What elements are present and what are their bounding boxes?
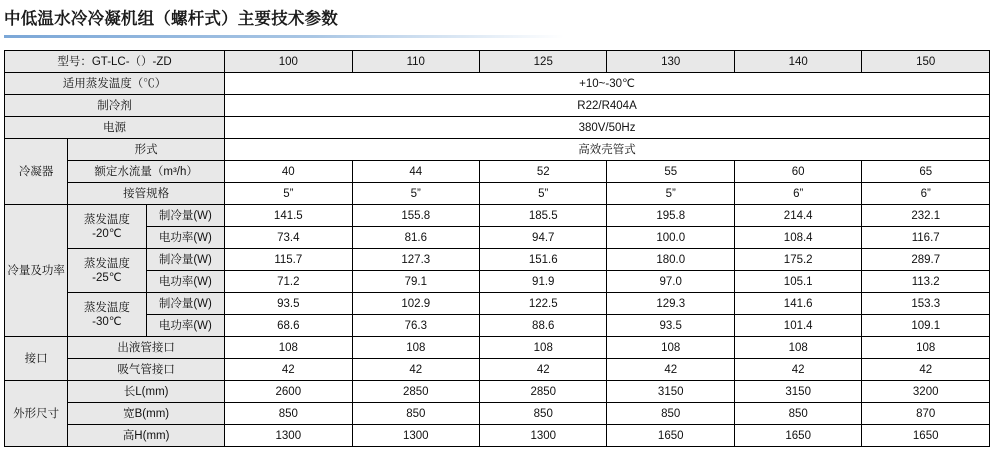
cell-liquid-outlet-140: 108	[734, 337, 861, 359]
cell-pow-m25-150: 113.2	[862, 271, 990, 293]
cell-water-flow-150: 65	[862, 161, 990, 183]
cell-cap-m30-130: 129.3	[607, 293, 734, 315]
cell-pow-m30-100: 68.6	[225, 315, 352, 337]
row-label-suction-port: 吸气管接口	[68, 359, 225, 381]
cell-liquid-outlet-100: 108	[225, 337, 352, 359]
cell-width-130: 850	[607, 403, 734, 425]
cell-suction-port-110: 42	[352, 359, 479, 381]
cell-suction-port-100: 42	[225, 359, 352, 381]
table-row	[5, 271, 990, 293]
temp-label-minus20-line2: -20℃	[92, 227, 122, 240]
cell-water-flow-100: 40	[225, 161, 352, 183]
cell-cap-m20-140: 214.4	[734, 205, 861, 227]
cell-width-110: 850	[352, 403, 479, 425]
cell-cap-m20-125: 185.5	[480, 205, 607, 227]
cell-pow-m30-125: 88.6	[480, 315, 607, 337]
spec-table	[4, 50, 990, 447]
cell-suction-port-150: 42	[862, 359, 990, 381]
model-column-125: 125	[480, 51, 607, 73]
cell-water-flow-110: 44	[352, 161, 479, 183]
cell-cap-m30-100: 93.5	[225, 293, 352, 315]
model-column-150: 150	[862, 51, 990, 73]
cell-cap-m30-125: 122.5	[480, 293, 607, 315]
cell-length-125: 2850	[480, 381, 607, 403]
cell-pipe-spec-125: 5”	[480, 183, 607, 205]
table-header-row	[5, 51, 990, 73]
row-label-refrigerant: 制冷剂	[5, 95, 225, 117]
temp-label-minus20	[68, 205, 146, 249]
row-label-power-supply: 电源	[5, 117, 225, 139]
row-label-condenser-form: 形式	[68, 139, 225, 161]
table-row	[5, 249, 990, 271]
table-row	[5, 139, 990, 161]
group-label-dimensions: 外形尺寸	[5, 381, 68, 447]
table-row	[5, 337, 990, 359]
row-label-cooling-capacity-minus20: 制冷量(W)	[146, 205, 224, 227]
cell-liquid-outlet-125: 108	[480, 337, 607, 359]
table-row	[5, 293, 990, 315]
table-row	[5, 205, 990, 227]
group-label-interface: 接口	[5, 337, 68, 381]
cell-cap-m25-110: 127.3	[352, 249, 479, 271]
cell-length-140: 3150	[734, 381, 861, 403]
table-row	[5, 95, 990, 117]
row-label-power-minus20: 电功率(W)	[146, 227, 224, 249]
cell-pow-m30-140: 101.4	[734, 315, 861, 337]
cell-pow-m30-150: 109.1	[862, 315, 990, 337]
temp-label-minus25	[68, 249, 146, 293]
cell-pow-m20-140: 108.4	[734, 227, 861, 249]
cell-cap-m30-110: 102.9	[352, 293, 479, 315]
cell-suction-port-125: 42	[480, 359, 607, 381]
temp-label-minus25-line1: 蒸发温度	[83, 257, 130, 270]
row-label-evap-temp-range: 适用蒸发温度（℃）	[5, 73, 225, 95]
cell-cap-m25-150: 289.7	[862, 249, 990, 271]
table-row	[5, 183, 990, 205]
cell-suction-port-140: 42	[734, 359, 861, 381]
cell-width-100: 850	[225, 403, 352, 425]
row-label-cooling-capacity-minus25: 制冷量(W)	[146, 249, 224, 271]
temp-label-minus30-line1: 蒸发温度	[83, 301, 130, 314]
model-column-130: 130	[607, 51, 734, 73]
cell-pow-m25-110: 79.1	[352, 271, 479, 293]
row-value-evap-temp-range: +10~-30℃	[225, 73, 990, 95]
row-value-condenser-form: 高效壳管式	[225, 139, 990, 161]
cell-liquid-outlet-130: 108	[607, 337, 734, 359]
cell-height-100: 1300	[225, 425, 352, 447]
temp-label-minus30	[68, 293, 146, 337]
table-row	[5, 227, 990, 249]
cell-suction-port-130: 42	[607, 359, 734, 381]
cell-pow-m20-130: 100.0	[607, 227, 734, 249]
cell-length-130: 3150	[607, 381, 734, 403]
table-row	[5, 425, 990, 447]
cell-pow-m30-110: 76.3	[352, 315, 479, 337]
table-row	[5, 403, 990, 425]
row-label-height: 高H(mm)	[68, 425, 225, 447]
cell-cap-m20-100: 141.5	[225, 205, 352, 227]
cell-water-flow-140: 60	[734, 161, 861, 183]
cell-pow-m20-125: 94.7	[480, 227, 607, 249]
cell-cap-m20-130: 195.8	[607, 205, 734, 227]
model-column-140: 140	[734, 51, 861, 73]
table-row	[5, 359, 990, 381]
cell-cap-m25-130: 180.0	[607, 249, 734, 271]
cell-cap-m25-140: 175.2	[734, 249, 861, 271]
cell-cap-m25-100: 115.7	[225, 249, 352, 271]
cell-length-100: 2600	[225, 381, 352, 403]
cell-length-110: 2850	[352, 381, 479, 403]
page-title: 中低温水冷冷凝机组（螺杆式）主要技术参数	[4, 10, 338, 28]
cell-pipe-spec-150: 6”	[862, 183, 990, 205]
title-divider	[4, 35, 564, 38]
cell-pipe-spec-140: 6”	[734, 183, 861, 205]
cell-height-140: 1650	[734, 425, 861, 447]
cell-width-150: 870	[862, 403, 990, 425]
cell-height-110: 1300	[352, 425, 479, 447]
cell-pipe-spec-130: 5”	[607, 183, 734, 205]
group-label-condenser: 冷凝器	[5, 139, 68, 205]
cell-cap-m20-150: 232.1	[862, 205, 990, 227]
cell-cap-m25-125: 151.6	[480, 249, 607, 271]
row-label-power-minus25: 电功率(W)	[146, 271, 224, 293]
cell-length-150: 3200	[862, 381, 990, 403]
row-label-length: 长L(mm)	[68, 381, 225, 403]
cell-pow-m25-130: 97.0	[607, 271, 734, 293]
row-label-cooling-capacity-minus30: 制冷量(W)	[146, 293, 224, 315]
group-label-capacity-line1: 冷量及功率	[7, 264, 65, 277]
cell-pow-m30-130: 93.5	[607, 315, 734, 337]
cell-pow-m25-140: 105.1	[734, 271, 861, 293]
model-label: 型号：GT-LC-（）-ZD	[5, 51, 225, 73]
cell-height-130: 1650	[607, 425, 734, 447]
cell-pipe-spec-100: 5”	[225, 183, 352, 205]
row-value-refrigerant: R22/R404A	[225, 95, 990, 117]
cell-cap-m30-150: 153.3	[862, 293, 990, 315]
cell-water-flow-125: 52	[480, 161, 607, 183]
cell-cap-m20-110: 155.8	[352, 205, 479, 227]
row-label-water-flow: 额定水流量（m³/h）	[68, 161, 225, 183]
row-value-power-supply: 380V/50Hz	[225, 117, 990, 139]
cell-pow-m20-110: 81.6	[352, 227, 479, 249]
table-row	[5, 315, 990, 337]
row-label-power-minus30: 电功率(W)	[146, 315, 224, 337]
title-block	[0, 0, 995, 38]
row-label-liquid-outlet: 出液管接口	[68, 337, 225, 359]
table-row	[5, 381, 990, 403]
cell-cap-m30-140: 141.6	[734, 293, 861, 315]
cell-pow-m20-150: 116.7	[862, 227, 990, 249]
cell-pow-m20-100: 73.4	[225, 227, 352, 249]
cell-pipe-spec-110: 5”	[352, 183, 479, 205]
table-row	[5, 161, 990, 183]
cell-width-140: 850	[734, 403, 861, 425]
table-row	[5, 73, 990, 95]
cell-width-125: 850	[480, 403, 607, 425]
row-label-pipe-spec: 接管规格	[68, 183, 225, 205]
cell-liquid-outlet-110: 108	[352, 337, 479, 359]
cell-height-150: 1650	[862, 425, 990, 447]
cell-height-125: 1300	[480, 425, 607, 447]
table-row	[5, 117, 990, 139]
row-label-width: 宽B(mm)	[68, 403, 225, 425]
cell-water-flow-130: 55	[607, 161, 734, 183]
cell-pow-m25-125: 91.9	[480, 271, 607, 293]
temp-label-minus30-line2: -30℃	[92, 315, 122, 328]
model-column-100: 100	[225, 51, 352, 73]
temp-label-minus20-line1: 蒸发温度	[83, 213, 130, 226]
group-label-capacity-power	[5, 205, 68, 337]
model-column-110: 110	[352, 51, 479, 73]
cell-pow-m25-100: 71.2	[225, 271, 352, 293]
temp-label-minus25-line2: -25℃	[92, 271, 122, 284]
cell-liquid-outlet-150: 108	[862, 337, 990, 359]
